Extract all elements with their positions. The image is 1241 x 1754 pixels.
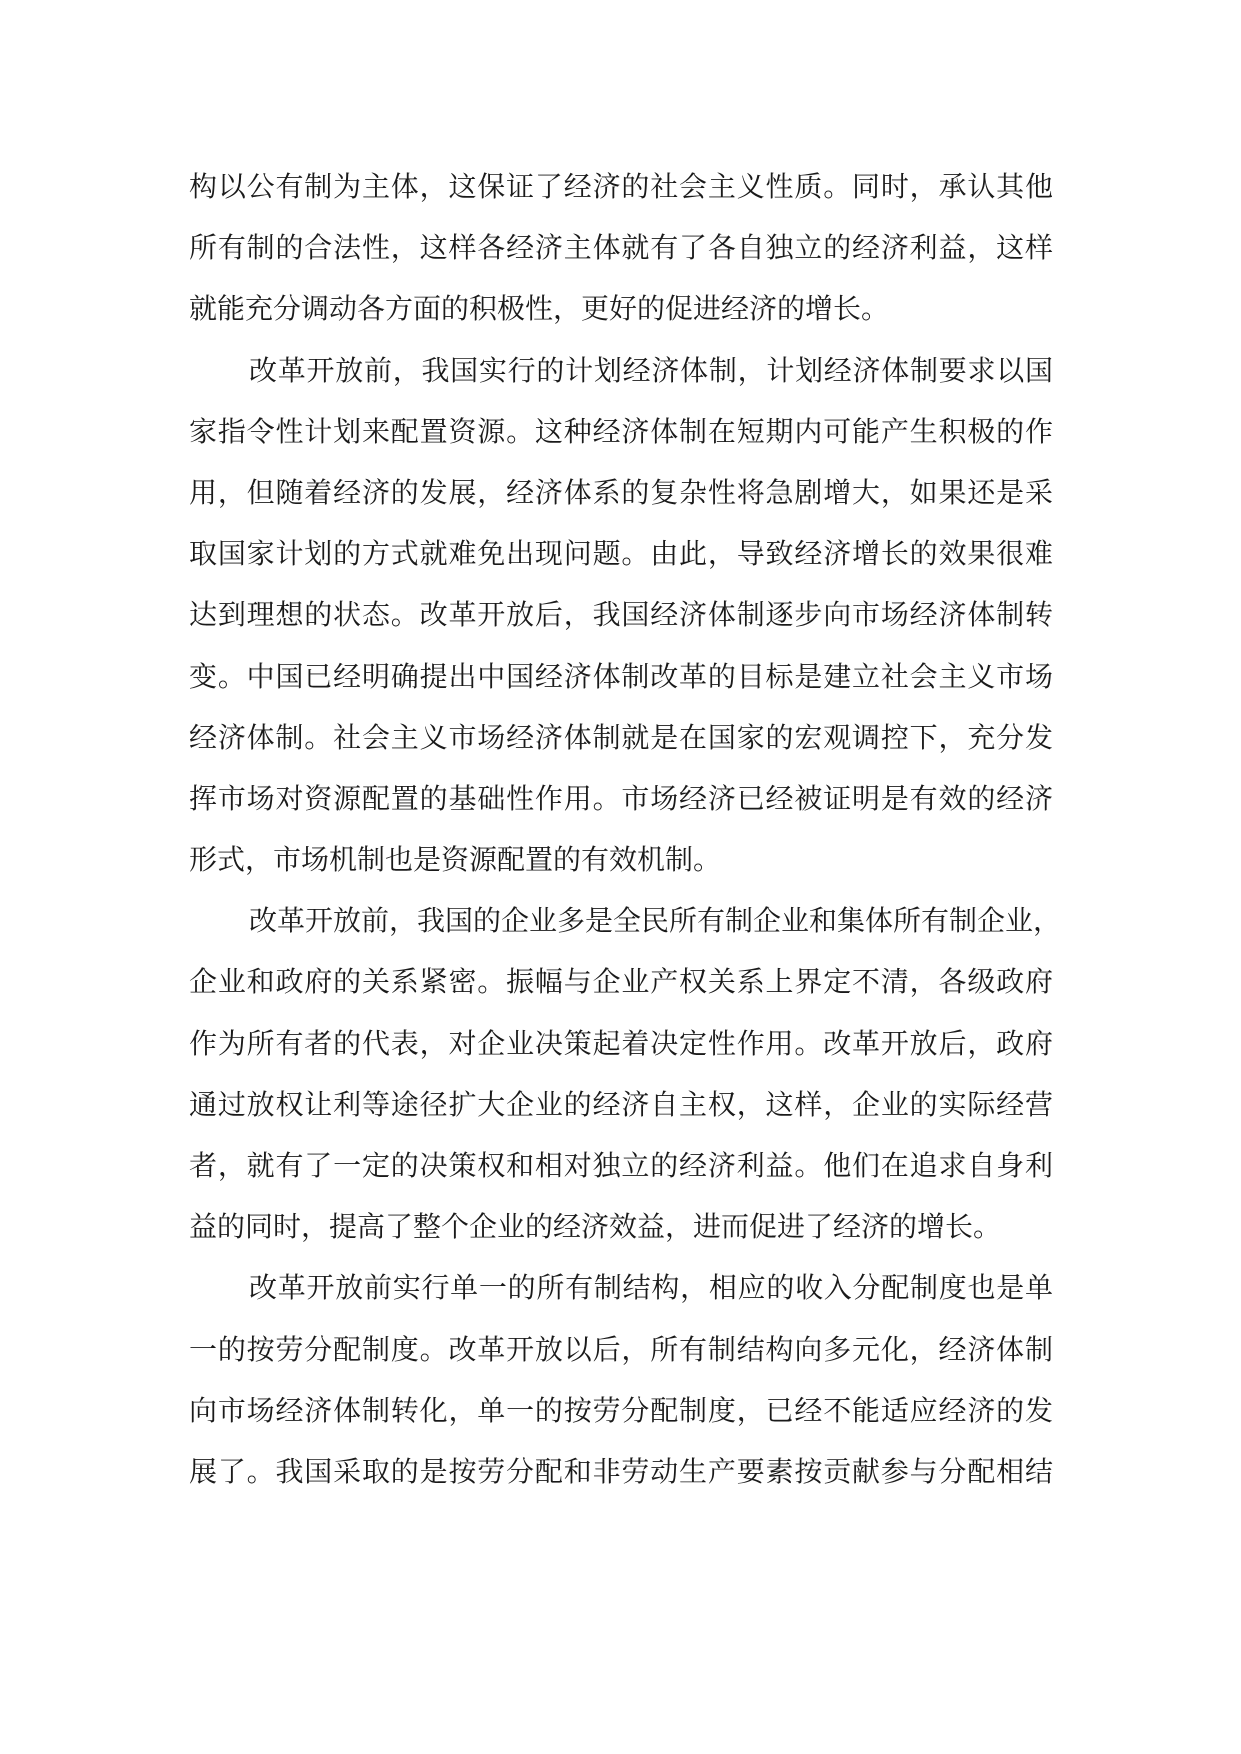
paragraph-first-line: 改革开放前，我国实行的计划经济体制，计划经济体制要求以国: [249, 353, 1053, 387]
text-line: 企业和政府的关系紧密。振幅与企业产权关系上界定不清，各级政府: [189, 965, 1053, 999]
text-line: 挥市场对资源配置的基础性作用。市场经济已经被证明是有效的经济: [189, 781, 1053, 815]
text-line: 一的按劳分配制度。改革开放以后，所有制结构向多元化，经济体制: [189, 1332, 1053, 1366]
text-line: 经济体制。社会主义市场经济体制就是在国家的宏观调控下，充分发: [189, 720, 1053, 754]
text-line: 向市场经济体制转化，单一的按劳分配制度，已经不能适应经济的发: [189, 1393, 1053, 1427]
text-line: 变。中国已经明确提出中国经济体制改革的目标是建立社会主义市场: [189, 659, 1053, 693]
text-line: 就能充分调动各方面的积极性，更好的促进经济的增长。: [189, 292, 890, 326]
text-line: 所有制的合法性，这样各经济主体就有了各自独立的经济利益，这样: [189, 231, 1053, 265]
paragraph-first-line: 改革开放前，我国的企业多是全民所有制企业和集体所有制企业，: [249, 904, 1062, 938]
text-line: 形式，市场机制也是资源配置的有效机制。: [189, 843, 722, 877]
text-line: 构以公有制为主体，这保证了经济的社会主义性质。同时，承认其他: [189, 170, 1053, 203]
text-line: 益的同时，提高了整个企业的经济效益，进而促进了经济的增长。: [189, 1210, 1002, 1244]
text-line: 者，就有了一定的决策权和相对独立的经济利益。他们在追求自身利: [189, 1149, 1053, 1182]
paragraph-first-line: 改革开放前实行单一的所有制结构，相应的收入分配制度也是单: [249, 1271, 1053, 1305]
text-line: 家指令性计划来配置资源。这种经济体制在短期内可能产生积极的作: [189, 414, 1053, 448]
text-line: 达到理想的状态。改革开放后，我国经济体制逐步向市场经济体制转: [189, 598, 1053, 632]
text-line: 用，但随着经济的发展，经济体系的复杂性将急剧增大，如果还是采: [189, 475, 1053, 509]
text-line: 作为所有者的代表，对企业决策起着决定性作用。改革开放后，政府: [189, 1026, 1053, 1060]
text-line: 取国家计划的方式就难免出现问题。由此，导致经济增长的效果很难: [189, 537, 1053, 571]
text-line: 展了。我国采取的是按劳分配和非劳动生产要素按贡献参与分配相结: [189, 1454, 1053, 1488]
text-line: 通过放权让利等途径扩大企业的经济自主权，这样，企业的实际经营: [189, 1087, 1053, 1121]
body-text: [189, 156, 1062, 1502]
